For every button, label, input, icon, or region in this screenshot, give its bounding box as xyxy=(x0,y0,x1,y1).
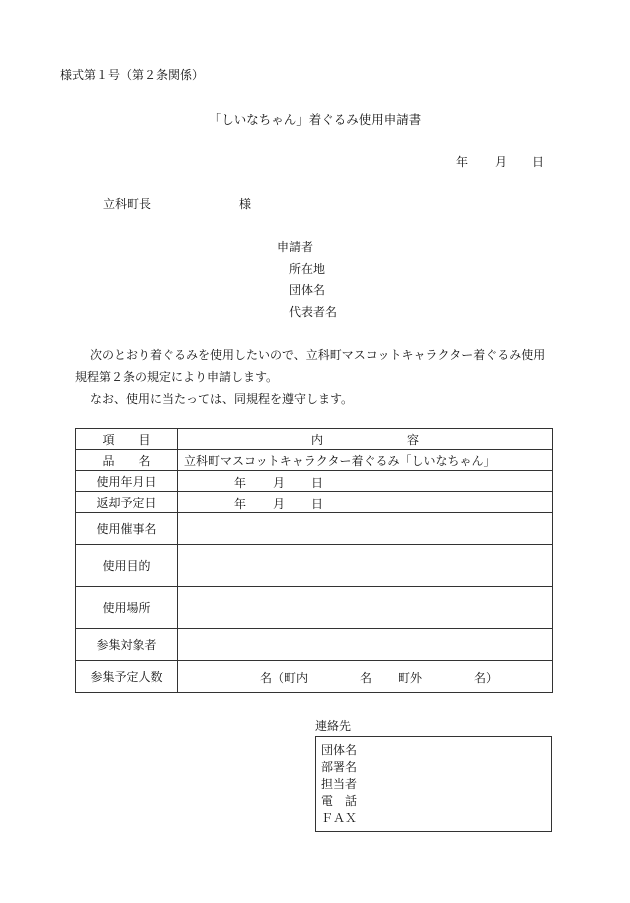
attendance-inside-unit: 名 xyxy=(360,671,373,685)
addressee-honorific: 様 xyxy=(239,197,252,211)
application-table xyxy=(75,428,553,693)
contact-phone-label: 電 話 xyxy=(321,794,358,808)
row-value-attendance[interactable] xyxy=(178,661,553,693)
table-row xyxy=(76,513,553,545)
attendance-outside-label: 町外 xyxy=(398,671,423,685)
row-label-audience: 参集対象者 xyxy=(76,629,178,661)
table-row xyxy=(76,471,553,492)
attendance-inside-label: 名（町内 xyxy=(260,671,309,685)
contact-department-label: 部署名 xyxy=(321,760,358,774)
date-year-label: 年 xyxy=(456,155,469,169)
applicant-group-label: 団体名 xyxy=(289,283,326,297)
table-row xyxy=(76,492,553,513)
row-label-use-date: 使用年月日 xyxy=(76,471,178,492)
return-date-day: 日 xyxy=(311,497,324,511)
use-date-year: 年 xyxy=(234,476,247,490)
table-header-row xyxy=(76,429,553,450)
contact-box xyxy=(315,736,552,832)
row-value-return-date[interactable] xyxy=(178,492,553,513)
applicant-heading: 申請者 xyxy=(277,240,314,254)
row-label-item-name: 品 名 xyxy=(76,450,178,471)
row-label-purpose: 使用目的 xyxy=(76,545,178,587)
use-date-day: 日 xyxy=(311,476,324,490)
table-row xyxy=(76,587,553,629)
body-line-3: なお、使用に当たっては、同規程を遵守します。 xyxy=(90,392,354,406)
row-label-attendance: 参集予定人数 xyxy=(76,661,178,693)
date-day-label: 日 xyxy=(532,155,545,169)
body-line-1: 次のとおり着ぐるみを使用したいので、立科町マスコットキャラクター着ぐるみ使用 xyxy=(90,348,546,362)
contact-heading: 連絡先 xyxy=(315,719,352,733)
document-title: 「しいなちゃん」着ぐるみ使用申請書 xyxy=(208,112,422,127)
row-value-audience[interactable] xyxy=(178,629,553,661)
row-label-event-name: 使用催事名 xyxy=(76,513,178,545)
addressee-name: 立科町長 xyxy=(103,197,152,211)
applicant-representative-label: 代表者名 xyxy=(289,305,338,319)
row-value-use-date[interactable] xyxy=(178,471,553,492)
header-content-cell: 内 容 xyxy=(178,429,553,450)
table-row xyxy=(76,545,553,587)
contact-group-label: 団体名 xyxy=(321,743,358,757)
form-number: 様式第１号（第２条関係） xyxy=(60,68,205,82)
use-date-month: 月 xyxy=(273,476,286,490)
body-line-2: 規程第２条の規定により申請します。 xyxy=(75,370,279,384)
table-row xyxy=(76,661,553,693)
row-value-event-name[interactable] xyxy=(178,513,553,545)
header-item-cell: 項 目 xyxy=(76,429,178,450)
table-row xyxy=(76,450,553,471)
table-row xyxy=(76,629,553,661)
return-date-year: 年 xyxy=(234,497,247,511)
return-date-month: 月 xyxy=(273,497,286,511)
date-month-label: 月 xyxy=(495,155,508,169)
row-label-return-date: 返却予定日 xyxy=(76,492,178,513)
row-value-item-name: 立科町マスコットキャラクター着ぐるみ「しいなちゃん」 xyxy=(178,450,553,471)
row-value-purpose[interactable] xyxy=(178,545,553,587)
row-label-location: 使用場所 xyxy=(76,587,178,629)
contact-fax-label: ＦＡＸ xyxy=(321,811,358,825)
contact-person-label: 担当者 xyxy=(321,777,358,791)
applicant-address-label: 所在地 xyxy=(289,262,326,276)
row-value-location[interactable] xyxy=(178,587,553,629)
attendance-outside-unit: 名） xyxy=(474,671,499,685)
